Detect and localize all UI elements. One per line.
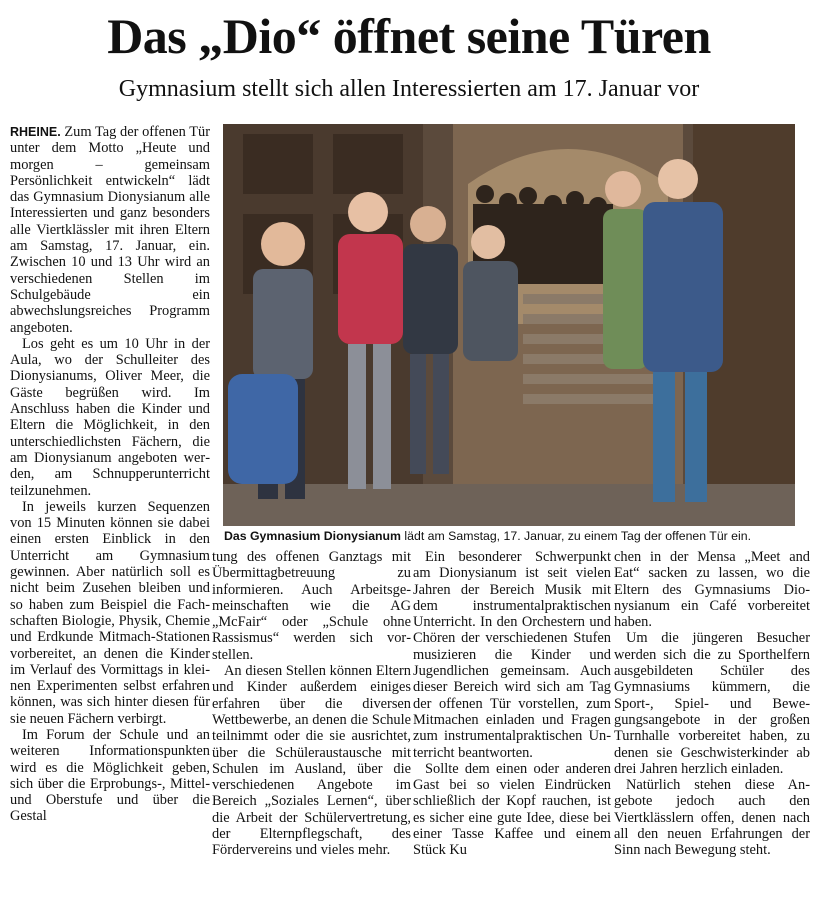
paragraph: Um die jüngeren Besucher werden sich die zu Sporthelfern ausgebildeten Schüler des Gymnasiums kümmern, die Sport-, Spiel- und Bewegungsangebote in der großen Turnhalle vorbereitet haben, zu denen sie Geschwisterkinder ab drei Jahren herzlich einladen.: [614, 630, 810, 777]
paragraph: Sollte dem einen oder anderen Gast bei so vielen Eindrücken schließlich der Kopf rauchen, ist es sicher eine gute Idee, diese bei einer Tasse Kaffee und einem Stück Ku: [413, 760, 611, 859]
headline: Das „Dio“ öffnet seine Türen: [107, 8, 711, 64]
article-column-4: [614, 549, 810, 859]
paragraph: An diesen Stellen können Eltern und Kinder außerdem einiges erfahren über die diversen Wettbewerbe, an denen die Schule teilnimmt oder die sie ausrichtet, über die Schüleraustausche mit Schulen im Ausland, über die verschiedenen Angebote im Bereich „Soziales Lernen“, über die Arbeit der Schülervertretung, der Elternpflegschaft, des Fördervereins und vieles mehr.: [212, 663, 411, 859]
paragraph: In jeweils kurzen Sequenzen von 15 Minuten können sie dabei einen ersten Einblick in den Unterricht am Gymnasium gewinnen. Aber natürlich soll es nicht beim Zusehen bleiben und so haben zum Beispiel die Fachschaften Biologie, Physik, Chemie und Erdkunde Mitmach-Stationen vorbereitet, an denen die Kinder im Verlauf des Vormittags in kleinen Experimenten selbst erfahren können, was sich hinter diesen für sie neuen Fächern verbirgt.: [10, 498, 210, 727]
paragraph: tung des offenen Ganztags mit Übermittagbetreuung zu informieren. Auch Arbeitsgemeinschaften wie die AG „McFair“ oder „Schule ohne Rassismus“ werden sich vorstellen.: [212, 549, 411, 663]
caption-lead: Das Gymnasium Dionysianum: [224, 529, 401, 543]
photo-illustration: [223, 124, 795, 526]
article-column-2: [212, 549, 411, 859]
paragraph: [10, 124, 210, 336]
article-column-1: [10, 124, 210, 825]
photo-caption: [224, 528, 810, 544]
article-photo: [223, 124, 795, 526]
paragraph: Ein besonderer Schwerpunkt am Dionysianum ist seit vielen Jahren der Bereich Musik mit dem instrumentalpraktischen Unterricht. In den Orchestern und Chören der verschiedenen Stufen musizieren die Kinder und Jugendlichen gemeinsam. Auch dieser Bereich wird sich am Tag der offenen Tür vorstellen, zum Mitmachen einladen und Fragen zum instrumentalpraktischen Unterricht beantworten.: [413, 549, 611, 761]
article-column-3: [413, 549, 611, 859]
paragraph: Im Forum der Schule und an weiteren Informationspunkten wird es die Möglichkeit geben, sich über die Erprobungs-, Mittel- und Oberstufe und über die Gestal: [10, 726, 210, 825]
ground: [223, 484, 795, 526]
subheadline: Gymnasium stellt sich allen Interessierten am 17. Januar vor: [118, 76, 700, 102]
paragraph: chen in der Mensa „Meet and Eat“ sacken zu lassen, wo die Eltern des Gymnasiums Dionysianum ein Café vorbereitet haben.: [614, 549, 810, 631]
paragraph: Los geht es um 10 Uhr in der Aula, wo der Schulleiter des Dionysianums, Oliver Meer, die Gäste begrüßen wird. Im Anschluss haben die Kinder und Eltern die Möglichkeit, in den unterschiedlichsten Fächern, die am Dionysianum angeboten werden, am Schnupperunterricht teilzunehmen.: [10, 335, 210, 499]
paragraph-text: Zum Tag der offenen Tür unter dem Motto „Heute und morgen – gemeinsam Persönlichkeit entwickeln“ lädt das Gymnasium Dionysianum alle Interessierten und ganz besonders alle Viertklässler mit ihren Eltern am Samstag, 17. Januar, ein. Zwischen 10 und 13 Uhr wird an verschiedenen Stellen im Schulgebäude ein abwechslungsreiches Programm angeboten.: [10, 124, 210, 336]
dateline: RHEINE.: [10, 125, 61, 139]
caption-text: lädt am Samstag, 17. Januar, zu einem Tag der offenen Tür ein.: [401, 529, 751, 543]
paragraph: Natürlich stehen diese Angebote jedoch auch den Viertklässlern offen, denen nach all den neuen Erfahrungen der Sinn nach Bewegung steht.: [614, 777, 810, 859]
